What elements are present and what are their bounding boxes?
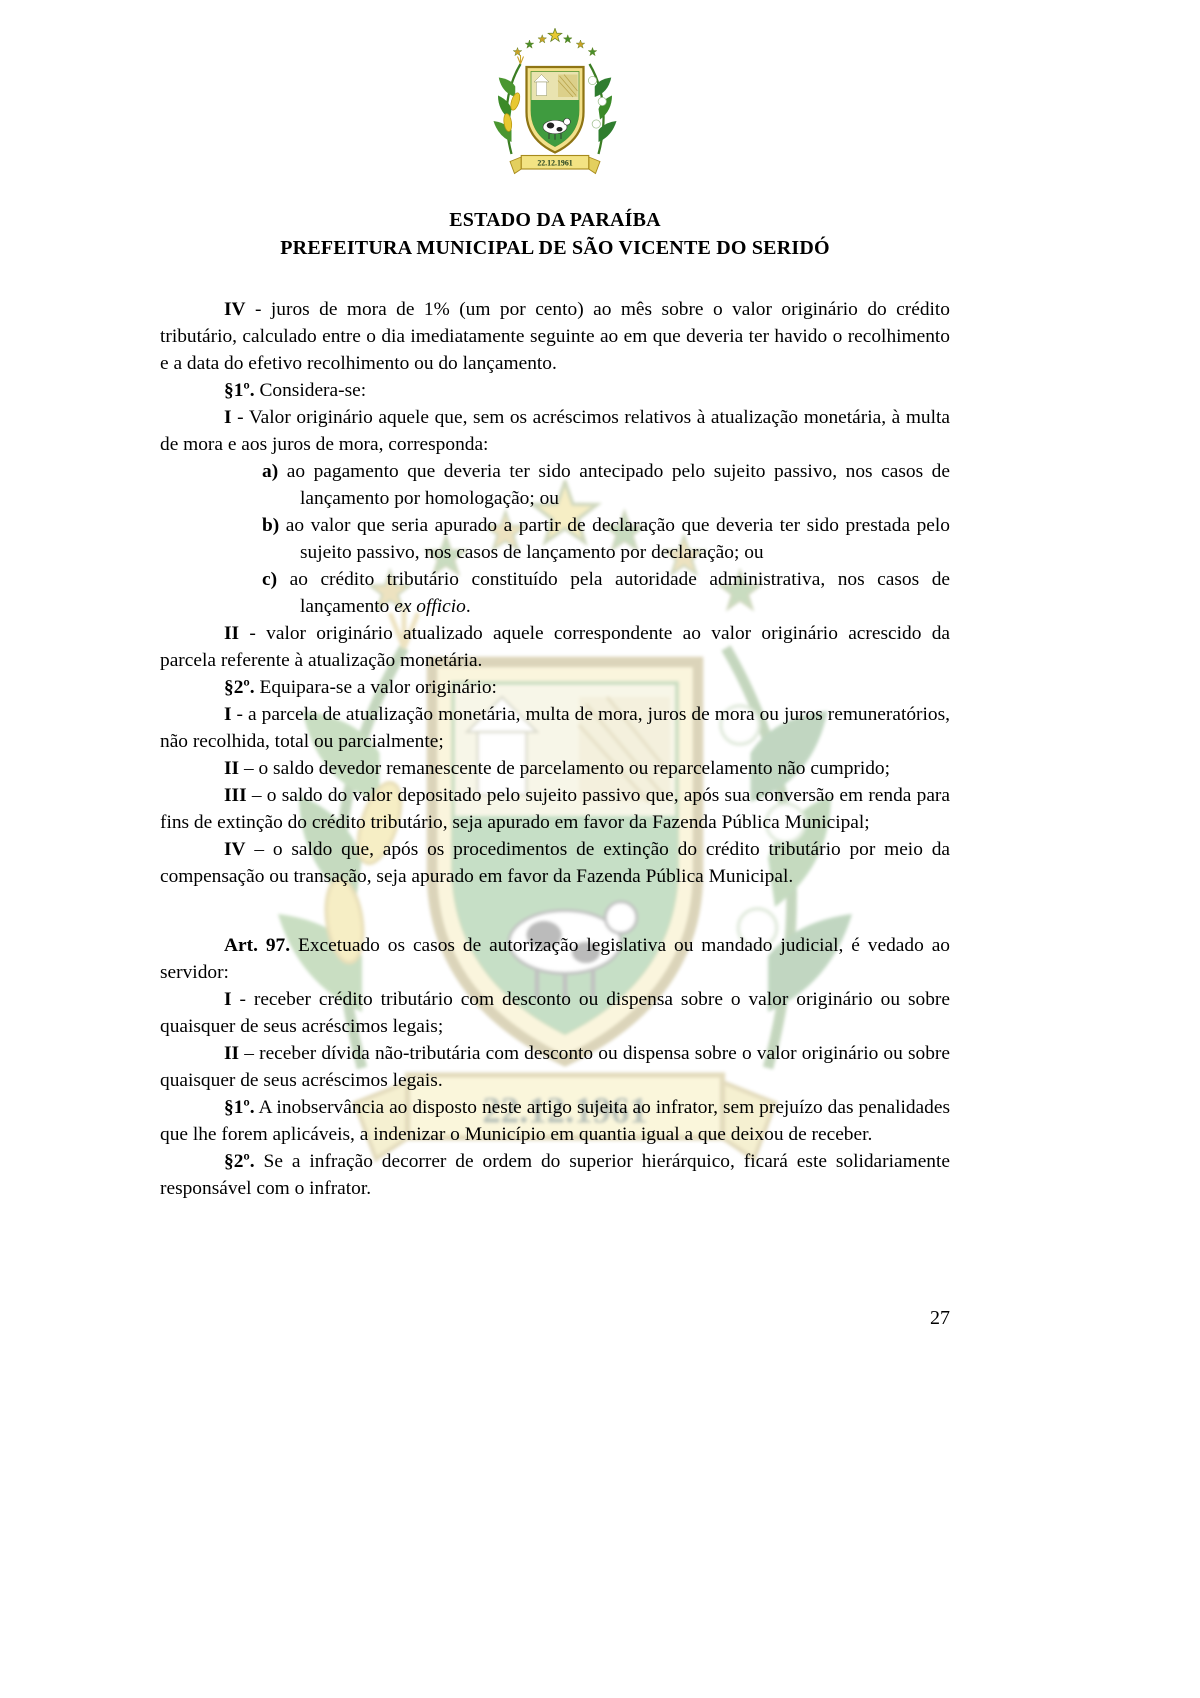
paragraph-text: ao valor que seria apurado a partir de declaração que deveria ter sido prestada pelo sujeito passivo, nos casos de lançamento por declaração; ou: [279, 515, 950, 563]
paragraph-lead: §1º.: [224, 1097, 255, 1118]
paragraph-lead: Art. 97.: [224, 935, 291, 956]
paragraph: [160, 512, 950, 566]
paragraph-lead: c): [262, 569, 278, 590]
paragraph-text: Considera-se:: [254, 380, 367, 401]
paragraph-text: – o saldo que, após os procedimentos de extinção do crédito tributário por meio da compensação ou transação, seja apurado em favor da Fazenda Pública Municipal.: [160, 839, 950, 887]
paragraph-article-97: [160, 932, 950, 986]
paragraph-text: – receber dívida não-tributária com desconto ou dispensa sobre o valor originário ou sobre quaisquer de seus acréscimos legais.: [160, 1043, 950, 1091]
paragraph-lead: I: [224, 407, 232, 428]
page-number: 27: [930, 1307, 950, 1329]
paragraph-lead: I: [224, 989, 232, 1010]
paragraph-text: - receber crédito tributário com desconto ou dispensa sobre o valor originário ou sobre quaisquer de seus acréscimos legais;: [160, 989, 950, 1037]
shield: [527, 67, 584, 153]
header-state: ESTADO DA PARAÍBA: [449, 209, 661, 231]
paragraph-lead: II: [224, 623, 240, 644]
paragraph-text: ao crédito tributário constituído pela autoridade administrativa, nos casos de lançamento: [277, 569, 950, 617]
paragraph-text: - Valor originário aquele que, sem os acréscimos relativos à atualização monetária, à multa de mora e aos juros de mora, corresponda:: [160, 407, 950, 455]
ribbon: [510, 156, 600, 174]
paragraph: [160, 1094, 950, 1148]
paragraph-lead: IV: [224, 839, 246, 860]
paragraph-text: Equipara-se a valor originário:: [254, 677, 497, 698]
page-footer: [160, 1307, 950, 1330]
paragraph-lead: b): [262, 515, 280, 536]
paragraph-italic: ex officio: [394, 596, 466, 617]
paragraph-lead: §2º.: [224, 677, 255, 698]
paragraph: [160, 755, 950, 782]
document-header: [160, 206, 950, 262]
paragraph-text: – o saldo devedor remanescente de parcelamento ou reparcelamento não cumprido;: [239, 758, 891, 779]
coat-of-arms-icon: [480, 28, 630, 193]
crest-date-text: 22.12.1961: [537, 158, 573, 168]
paragraph: [160, 701, 950, 755]
paragraph: [160, 566, 950, 620]
paragraph-text: - a parcela de atualização monetária, multa de mora, juros de mora ou juros remuneratórios, não recolhida, total ou parcialmente;: [160, 704, 950, 752]
paragraph-lead: a): [262, 461, 279, 482]
paragraph-text: - valor originário atualizado aquele correspondente ao valor originário acrescido da parcela referente à atualização monetária.: [160, 623, 950, 671]
paragraph-text: – o saldo do valor depositado pelo sujeito passivo que, após sua conversão em renda para fins de extinção do crédito tributário, seja apurado em favor da Fazenda Pública Municipal;: [160, 785, 950, 833]
document-body: [160, 296, 950, 1202]
paragraph: [160, 1040, 950, 1094]
paragraph: [160, 782, 950, 836]
paragraph: [160, 986, 950, 1040]
paragraph-lead: III: [224, 785, 247, 806]
paragraph: [160, 620, 950, 674]
crest-container: [160, 28, 950, 198]
paragraph-text: - juros de mora de 1% (um por cento) ao mês sobre o valor originário do crédito tributário, calculado entre o dia imediatamente seguinte ao em que deveria ter havido o recolhimento e a data do efetivo recolhimento ou do lançamento.: [160, 299, 950, 374]
paragraph: [160, 836, 950, 890]
paragraph: [160, 377, 950, 404]
paragraph: [160, 458, 950, 512]
header-municipality: PREFEITURA MUNICIPAL DE SÃO VICENTE DO SERIDÓ: [280, 237, 830, 259]
paragraph-lead: II: [224, 758, 240, 779]
paragraph-lead: I: [224, 704, 232, 725]
paragraph-text: A inobservância ao disposto neste artigo sujeita ao infrator, sem prejuízo das penalidades que lhe forem aplicáveis, a indenizar o Município em quantia igual a que deixou de receber.: [160, 1097, 950, 1145]
paragraph-text: Excetuado os casos de autorização legislativa ou mandado judicial, é vedado ao servidor:: [160, 935, 950, 983]
paragraph-lead: §1º.: [224, 380, 255, 401]
paragraph-text: ao pagamento que deveria ter sido antecipado pelo sujeito passivo, nos casos de lançamento por homologação; ou: [278, 461, 950, 509]
corn-stalk-left: [494, 55, 524, 154]
paragraph: [160, 296, 950, 377]
paragraph-tail: .: [465, 596, 471, 617]
paragraph-text: Se a infração decorrer de ordem do superior hierárquico, ficará este solidariamente responsável com o infrator.: [160, 1151, 950, 1199]
paragraph: [160, 1148, 950, 1202]
paragraph-lead: IV: [224, 299, 246, 320]
paragraph: [160, 404, 950, 458]
paragraph-lead: II: [224, 1043, 240, 1064]
cotton-branch-right: [588, 64, 616, 154]
paragraph: [160, 674, 950, 701]
paragraph-lead: §2º.: [224, 1151, 255, 1172]
stars-arc: [513, 28, 597, 55]
